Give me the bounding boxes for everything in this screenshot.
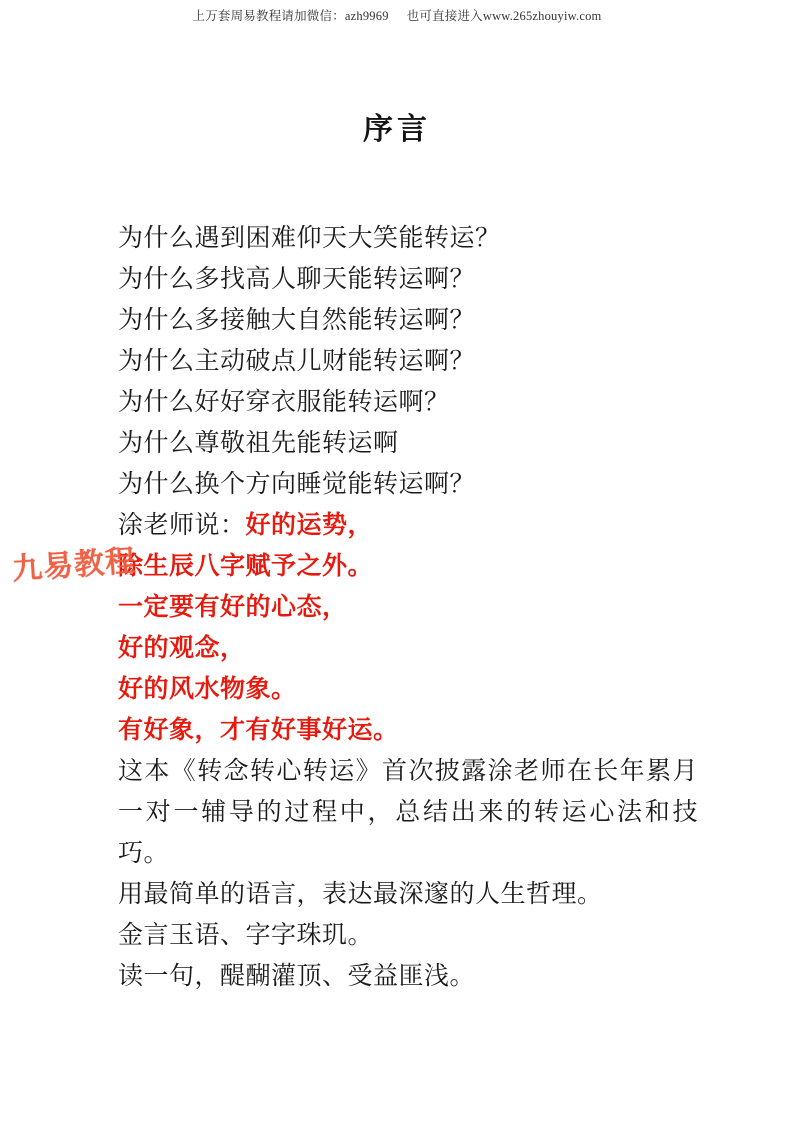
body-paragraph: 读一句，醍醐灌顶、受益匪浅。	[118, 963, 476, 990]
body-text	[118, 218, 698, 997]
question-line: 为什么换个方向睡觉能转运啊？	[118, 471, 476, 498]
page-title: 序言	[363, 113, 431, 146]
emphasis-line: 一定要有好的心态，	[118, 594, 348, 621]
watermark-banner	[0, 6, 794, 24]
body-paragraph: 用最简单的语言，表达最深邃的人生哲理。	[118, 881, 603, 908]
question-line: 为什么多找高人聊天能转运啊？	[118, 266, 476, 293]
question-line: 为什么主动破点儿财能转运啊？	[118, 348, 476, 375]
emphasis-line: 除生辰八字赋予之外。	[118, 553, 374, 580]
body-paragraph: 这本《转念转心转运》首次披露涂老师在长年累月一对一辅导的过程中，总结出来的转运心法和技巧。	[118, 758, 698, 867]
teacher-quote-lead: 涂老师说：	[118, 512, 246, 539]
question-line: 为什么遇到困难仰天大笑能转运？	[118, 225, 501, 252]
teacher-quote-line	[118, 505, 698, 546]
watermark-logo: 九易教程	[11, 544, 138, 587]
watermark-banner-left: 上万套周易教程请加微信：azh9969	[192, 9, 389, 23]
body-paragraph: 金言玉语、字字珠玑。	[118, 922, 374, 949]
emphasis-line: 好的风水物象。	[118, 676, 297, 703]
emphasis-line: 好的观念，	[118, 635, 246, 662]
question-line: 为什么尊敬祖先能转运啊	[118, 430, 399, 457]
teacher-quote-highlight: 好的运势，	[245, 512, 374, 539]
question-line: 为什么多接触大自然能转运啊？	[118, 307, 476, 334]
emphasis-line: 有好象，才有好事好运。	[118, 717, 399, 744]
question-line: 为什么好好穿衣服能转运啊？	[118, 389, 450, 416]
watermark-banner-right: 也可直接进入www.265zhouyiw.com	[406, 9, 602, 23]
